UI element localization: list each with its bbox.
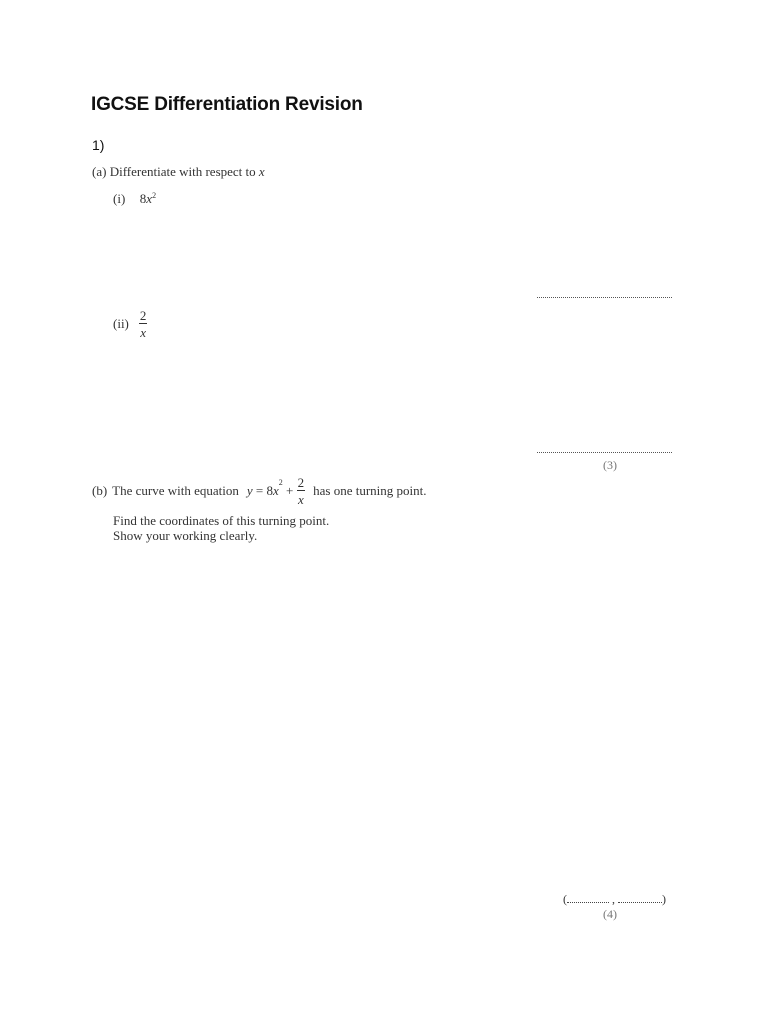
item-i-label: (i) [113, 191, 126, 206]
part-a-marks: (3) [603, 458, 617, 472]
eq-lhs: y [246, 483, 253, 498]
coordinates-answer [563, 892, 666, 907]
eq-plus: + [282, 483, 297, 498]
item-i-exponent: 2 [152, 191, 157, 200]
part-a-label: (a) [92, 164, 107, 179]
item-ii-fraction [139, 309, 148, 339]
answer-line-i[interactable] [537, 297, 672, 298]
item-i-variable: x [146, 191, 153, 206]
eq-numerator: 2 [297, 475, 305, 490]
part-b-text-before: The curve with equation [112, 483, 239, 498]
coord-sep: , [609, 892, 618, 906]
eq-equals: = 8 [252, 483, 274, 498]
coord-y-blank[interactable] [618, 896, 662, 903]
item-ii-numerator: 2 [139, 308, 147, 323]
coord-close: ) [662, 892, 666, 906]
item-i-coefficient: 8 [139, 191, 147, 206]
part-a-item-i [113, 191, 156, 207]
part-b-line2: Show your working clearly. [113, 528, 258, 543]
part-a-instruction [92, 164, 265, 180]
part-a-instruction-text: Differentiate with respect to [109, 164, 256, 179]
part-b-equation [247, 476, 305, 506]
eq-exp: 2 [278, 478, 283, 487]
part-b-statement [92, 476, 427, 506]
eq-var: x [273, 483, 279, 498]
coord-open: ( [563, 892, 567, 906]
part-a-item-ii [113, 309, 147, 339]
page-title: IGCSE Differentiation Revision [91, 94, 363, 115]
eq-denominator: x [298, 492, 304, 507]
coord-x-blank[interactable] [567, 896, 609, 903]
item-ii-label: (ii) [113, 316, 129, 331]
part-b-text-after: has one turning point. [313, 483, 427, 498]
part-a-variable: x [258, 164, 265, 179]
question-number: 1) [92, 137, 105, 153]
answer-line-ii[interactable] [537, 452, 672, 453]
part-b-line1: Find the coordinates of this turning point. [113, 513, 330, 528]
item-ii-denominator: x [140, 325, 147, 340]
eq-fraction [297, 476, 306, 506]
part-b-label: (b) [92, 483, 108, 498]
part-b-marks: (4) [603, 907, 617, 921]
